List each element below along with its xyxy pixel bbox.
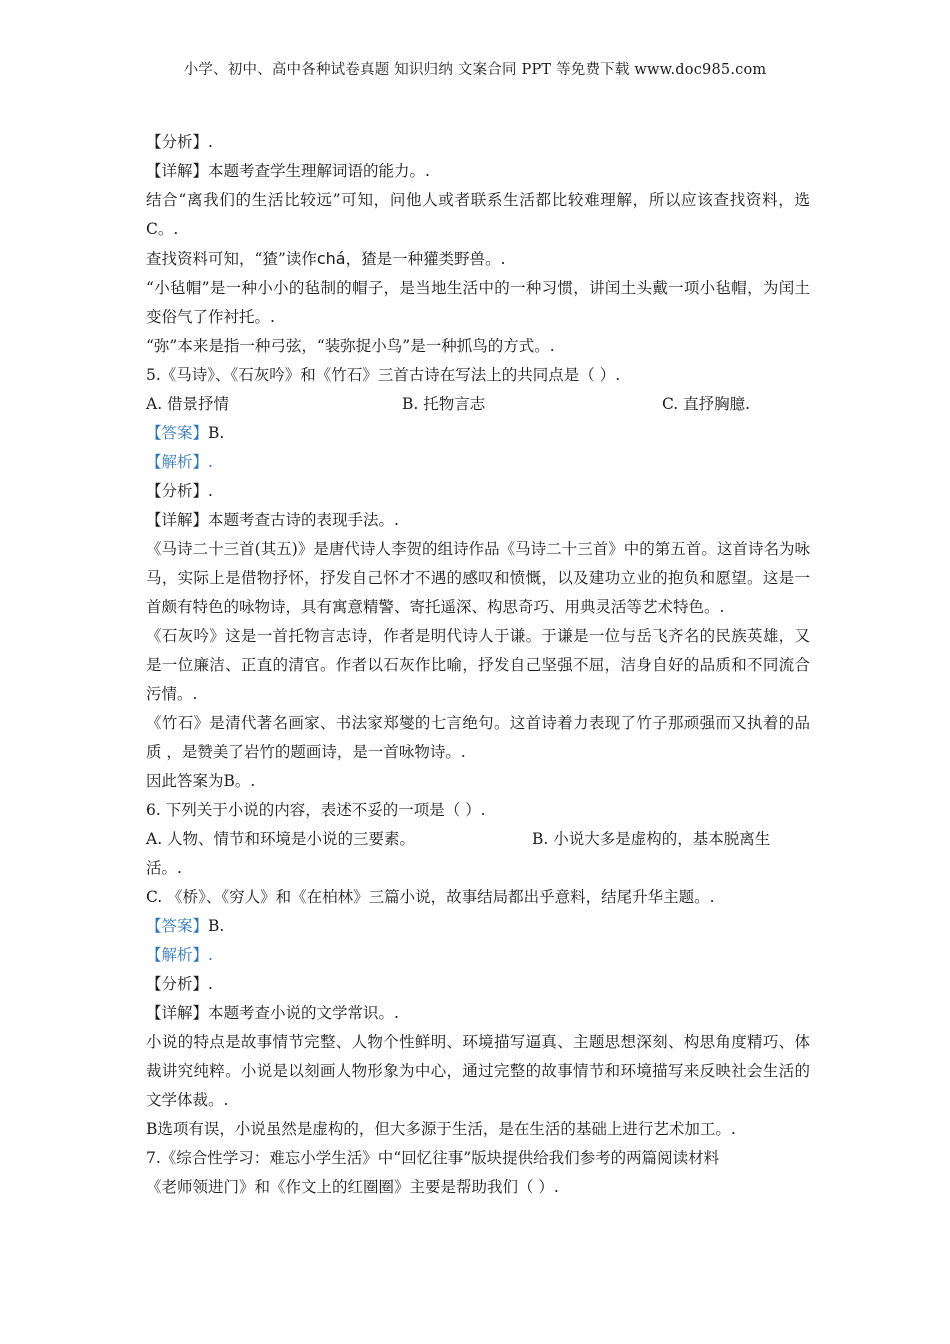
q5-answer: 【答案】B. (146, 424, 225, 442)
q4-paragraph-3: “小毡帽”是一种小小的毡制的帽子，是当地生活中的一种习惯，讲闰土头戴一项小毡帽，为闰土变俗气了作衬托。. (146, 279, 810, 326)
q4-paragraph-2: 查找资料可知，“猹”读作chá，猹是一种獾类野兽。. (146, 249, 506, 268)
q4-detail: 【详解】本题考查学生理解词语的能力。. (146, 162, 430, 180)
q5-parse: 【解析】. (146, 453, 213, 471)
q5-paragraph-4: 因此答案为B。. (146, 772, 256, 790)
q6-detail: 【详解】本题考查小说的文学常识。. (146, 1004, 399, 1022)
q4-paragraph-4: “弥”本来是指一种弓弦，“装弥捉小鸟”是一种抓鸟的方式。. (146, 337, 555, 355)
q4-analysis: 【分析】. (146, 133, 213, 151)
q5-paragraph-3: 《竹石》是清代著名画家、书法家郑燮的七言绝句。这首诗着力表现了竹子那顽强而又执着的品质 ，是赞美了岩竹的题画诗，是一首咏物诗。. (146, 714, 810, 761)
q5-option-a: A. 借景抒情 (146, 395, 230, 413)
q5-option-b: B. 托物言志 (402, 395, 486, 413)
q6-paragraph-2: B选项有误，小说虽然是虚构的，但大多源于生活，是在生活的基础上进行艺术加工。. (146, 1120, 736, 1138)
document-body (146, 128, 810, 1202)
q6-options-row (146, 825, 810, 854)
q6-analysis: 【分析】. (146, 975, 213, 993)
q5-option-c: C. 直抒胸臆. (662, 395, 751, 413)
q5-question: 5.《马诗》、《石灰吟》和《竹石》三首古诗在写法上的共同点是（ ）. (146, 366, 621, 384)
q6-option-b: B. 小说大多是虚构的，基本脱离生 (532, 830, 771, 848)
q5-paragraph-2: 《石灰吟》这是一首托物言志诗，作者是明代诗人于谦。于谦是一位与岳飞齐名的民族英雄，又是一位廉洁、正直的清官。作者以石灰作比喻，抒发自己坚强不屈，洁身自好的品质和不同流合污情。. (146, 627, 810, 703)
page-header: 小学、初中、高中各种试卷真题 知识归纳 文案合同 PPT 等免费下载 www.doc985.com (183, 62, 767, 78)
q6-paragraph-1: 小说的特点是故事情节完整、人物个性鲜明、环境描写逼真、主题思想深刻、构思角度精巧、体裁讲究纯粹。小说是以刻画人物形象为中心，通过完整的故事情节和环境描写来反映社会生活的文学体裁。. (146, 1033, 810, 1109)
q5-detail: 【详解】本题考查古诗的表现手法。. (146, 511, 399, 529)
q4-paragraph-1: 结合“离我们的生活比较远”可知，问他人或者联系生活都比较难理解，所以应该查找资料，选C。. (146, 191, 810, 238)
q6-option-a: A. 人物、情节和环境是小说的三要素。 (146, 830, 416, 848)
q5-paragraph-1: 《马诗二十三首(其五)》是唐代诗人李贺的组诗作品《马诗二十三首》中的第五首。这首诗名为咏马，实际上是借物抒怀，抒发自己怀才不遇的感叹和愤慨，以及建功立业的抱负和愿望。这是一首颇有特色的咏物诗，具有寓意精警、寄托遥深、构思奇巧、用典灵活等艺术特色。. (146, 540, 810, 616)
q6-question: 6. 下列关于小说的内容，表述不妥的一项是（ ）. (146, 801, 486, 819)
q5-analysis: 【分析】. (146, 482, 213, 500)
q5-options (146, 390, 810, 419)
q6-option-c: C. 《桥》、《穷人》和《在柏林》三篇小说，故事结局都出乎意料，结尾升华主题。. (146, 888, 715, 906)
pinyin: chá (316, 249, 346, 268)
q6-option-b-cont: 活。. (146, 859, 182, 877)
q6-answer: 【答案】B. (146, 917, 225, 935)
q7-line-2: 《老师领进门》和《作文上的红圈圈》主要是帮助我们（ ）. (146, 1178, 559, 1196)
q6-parse: 【解析】. (146, 946, 213, 964)
q7-line-1: 7.《综合性学习：难忘小学生活》中“回忆往事”版块提供给我们参考的两篇阅读材料 (146, 1149, 720, 1167)
